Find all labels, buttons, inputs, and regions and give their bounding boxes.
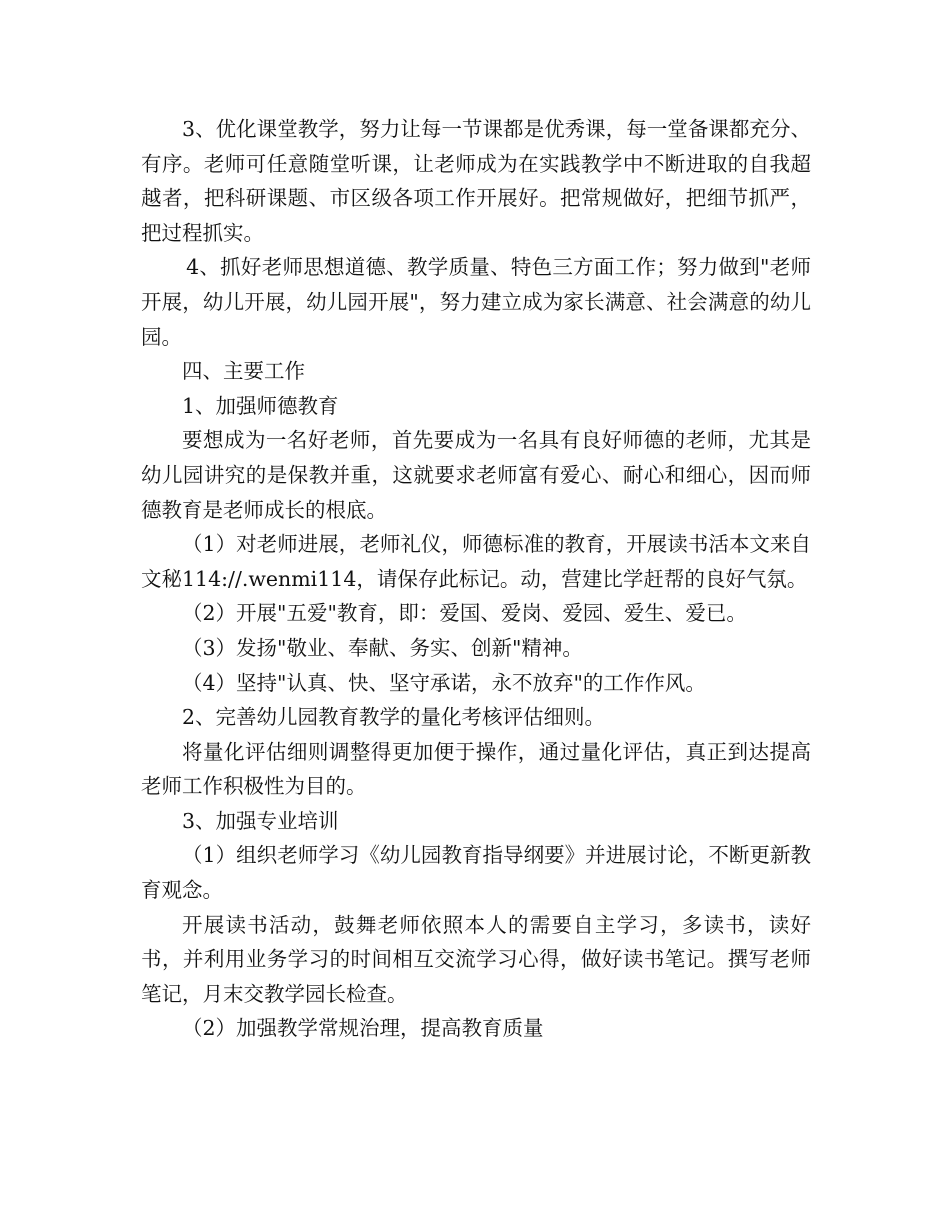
- paragraph-teacher-ethics-quality: 4、抓好老师思想道德、教学质量、特色三方面工作；努力做到"老师开展，幼儿开展，幼儿园开展"，努力建立成为家长满意、社会满意的幼儿园。: [141, 255, 811, 349]
- heading-strengthen-ethics: 1、加强师德教育: [182, 393, 339, 418]
- paragraph-item-4-work-style: （4）坚持"认真、快、坚守承诺，永不放弃"的工作作风。: [182, 670, 706, 695]
- heading-main-work: 四、主要工作: [182, 359, 305, 384]
- paragraph-good-teacher: 要想成为一名好老师，首先要成为一名具有良好师德的老师，尤其是幼儿园讲究的是保教并重，这就要求老师富有爱心、耐心和细心，因而师德教育是老师成长的根底。: [141, 428, 811, 522]
- paragraph-item-1-etiquette: （1）对老师进展，老师礼仪，师德标准的教育，开展读书活本文来自文秘114://.wenmi114，请保存此标记。动，营建比学赶帮的良好气氛。: [141, 532, 811, 591]
- heading-quantitative-assessment: 2、完善幼儿园教育教学的量化考核评估细则。: [182, 705, 606, 730]
- heading-professional-training: 3、加强专业培训: [182, 808, 339, 833]
- paragraph-item-3-spirit: （3）发扬"敬业、奉献、务实、创新"精神。: [182, 635, 583, 660]
- paragraph-training-item-2: （2）加强教学常规治理，提高教育质量: [182, 1016, 544, 1041]
- document-page: [141, 112, 811, 1046]
- paragraph-optimize-teaching: 3、优化课堂教学，努力让每一节课都是优秀课，每一堂备课都充分、有序。老师可任意随堂听课，让老师成为在实践教学中不断进取的自我超越者，把科研课题、市区级各项工作开展好。把常规做好，把细节抓严，把过程抓实。: [141, 117, 811, 245]
- paragraph-item-2-five-loves: （2）开展"五爱"教育，即：爱国、爱岗、爱园、爱生、爱已。: [182, 601, 747, 626]
- paragraph-training-item-1: （1）组织老师学习《幼儿园教育指导纲要》并进展讨论，不断更新教育观念。: [141, 843, 811, 903]
- paragraph-assessment-detail: 将量化评估细则调整得更加便于操作，通过量化评估，真正到达提高老师工作积极性为目的。: [141, 739, 811, 799]
- paragraph-reading-activity: 开展读书活动，鼓舞老师依照本人的需要自主学习，多读书，读好书，并利用业务学习的时间相互交流学习心得，做好读书笔记。撰写老师笔记，月末交教学园长检查。: [141, 912, 811, 1006]
